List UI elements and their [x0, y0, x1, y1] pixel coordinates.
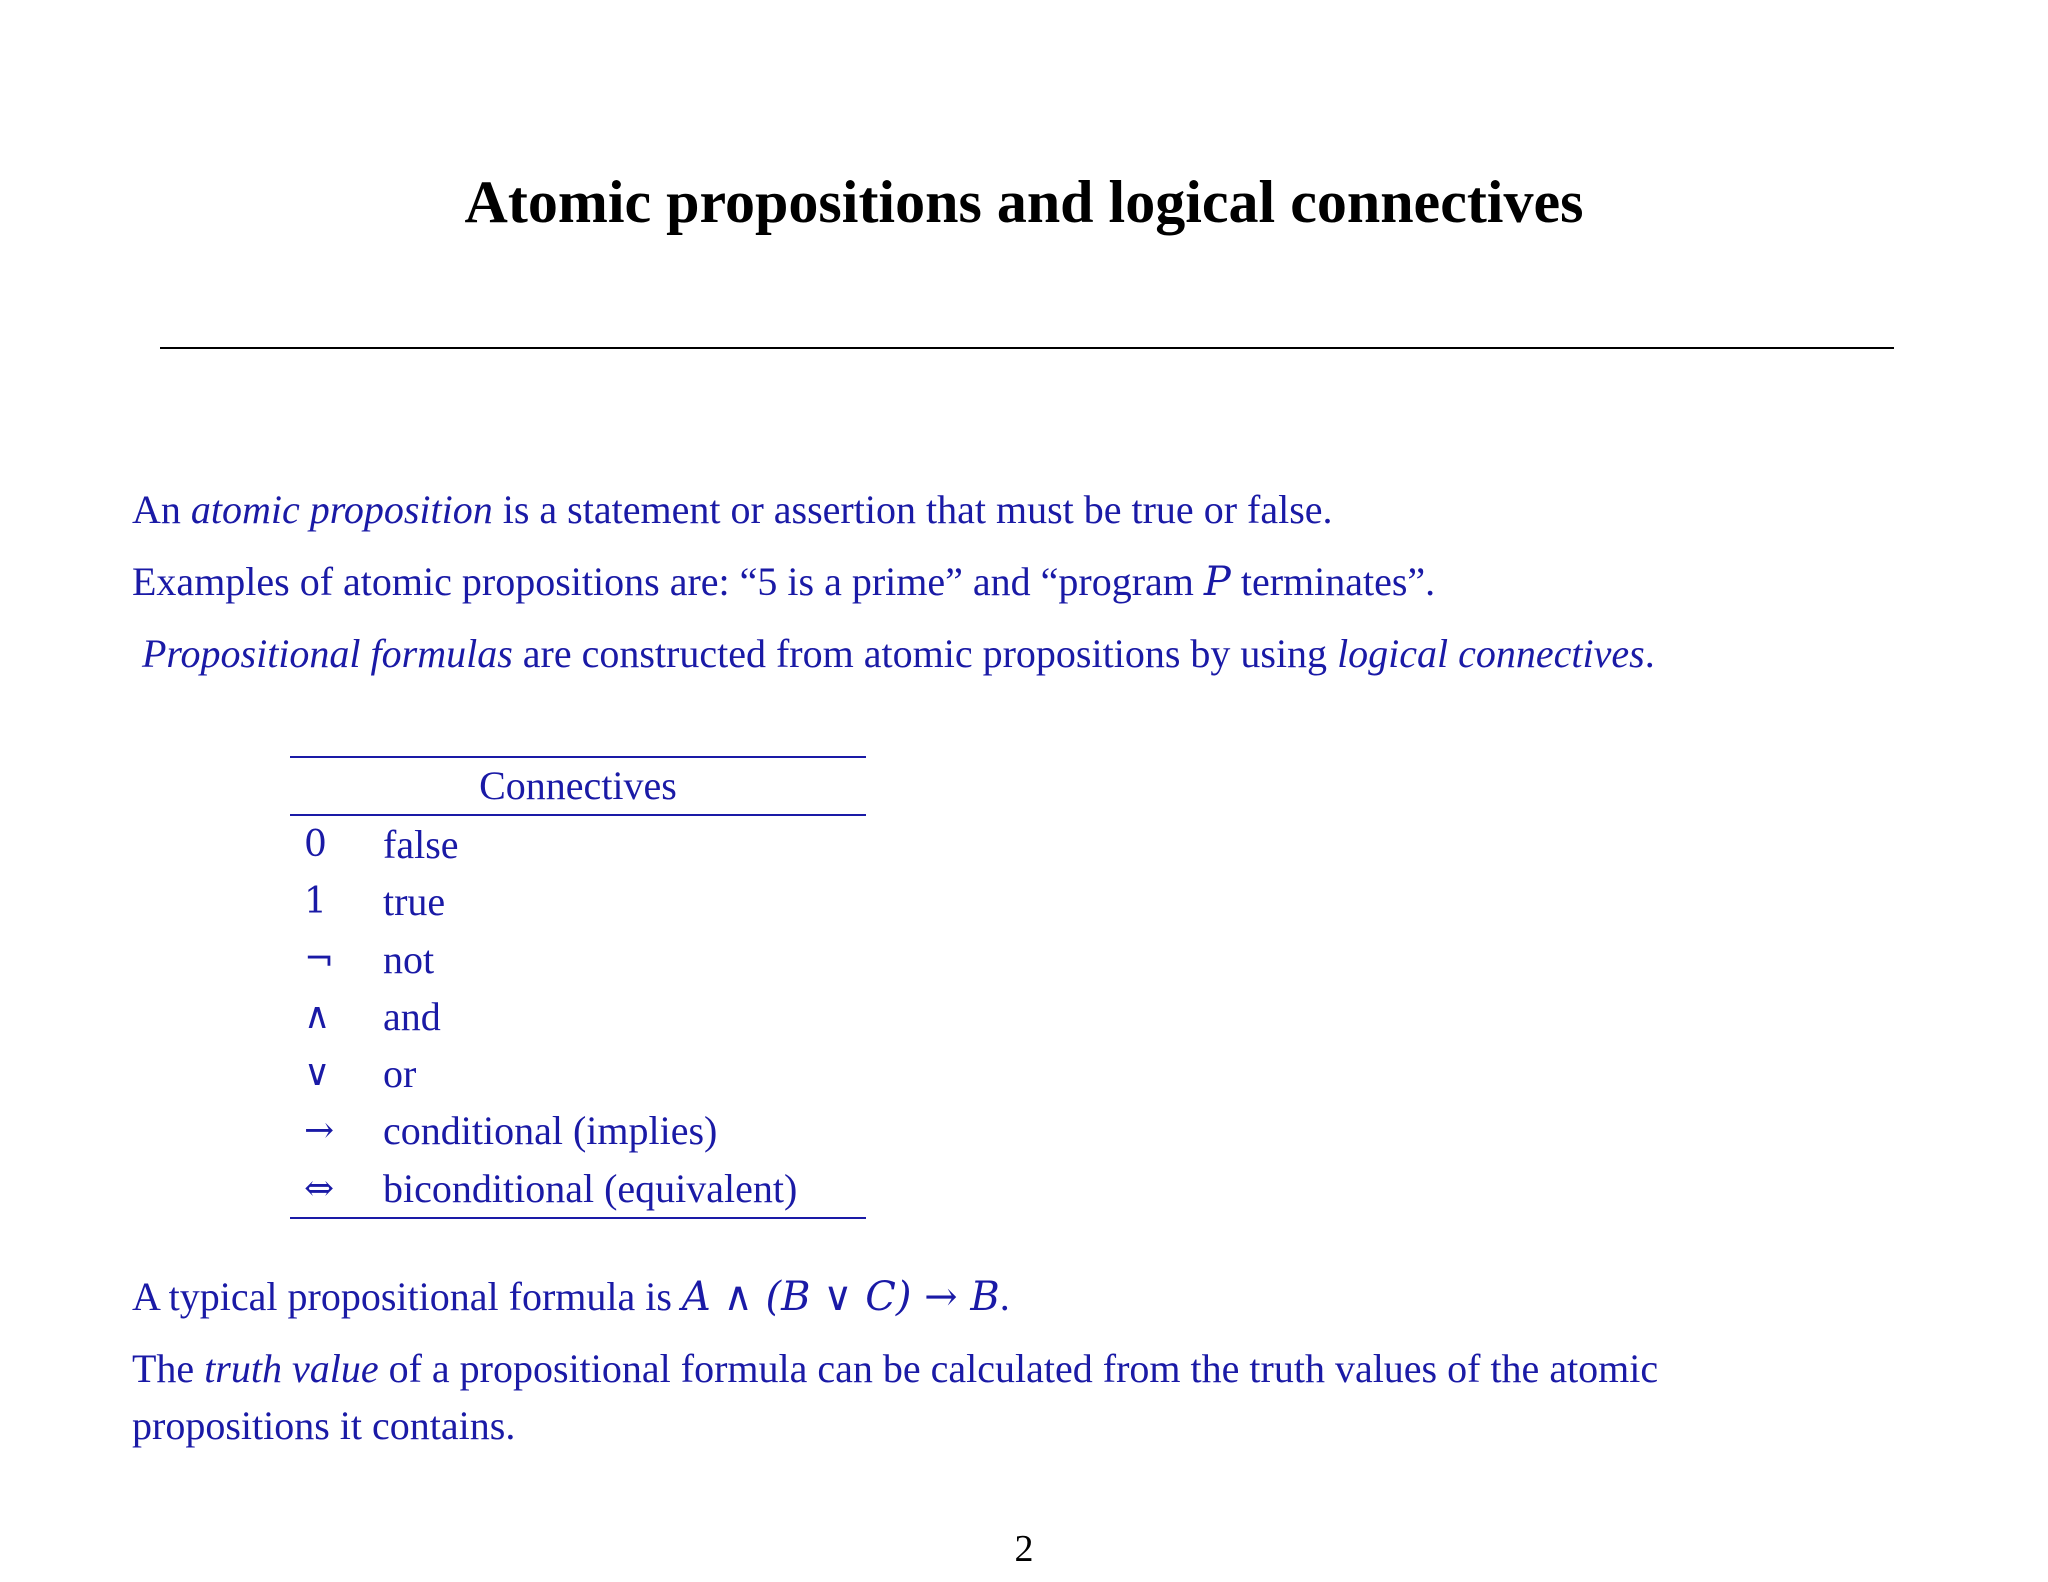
intro-line-2-suffix: terminates”.	[1230, 559, 1436, 604]
truth-value-suffix: of a propositional formula can be calculated from the truth values of the atomic	[378, 1346, 1659, 1391]
intro-line-3	[142, 625, 1655, 683]
term-atomic-proposition: atomic proposition	[190, 487, 493, 532]
table-row	[290, 931, 866, 988]
table-row	[290, 1045, 866, 1102]
intro-line-2	[132, 553, 1435, 611]
connective-symbol: 1	[304, 881, 327, 923]
table-bottom-rule	[290, 1217, 866, 1219]
connective-symbol: ¬	[304, 938, 335, 980]
truth-value-line-1	[132, 1340, 1658, 1398]
connective-symbol: ⇔	[304, 1167, 335, 1209]
page-number: 2	[1014, 1528, 1034, 1570]
formula-line	[132, 1268, 1010, 1326]
connective-label: and	[383, 993, 441, 1039]
variable-p: P	[1203, 559, 1231, 605]
connective-label: biconditional (equivalent)	[383, 1165, 798, 1211]
intro-line-2-prefix: Examples of atomic propositions are: “5 is a prime” and “program	[132, 559, 1204, 604]
table-row	[290, 816, 866, 873]
connective-symbol: ∧	[304, 995, 331, 1037]
table-header: Connectives	[479, 763, 677, 808]
intro-line-3-suffix: .	[1644, 631, 1655, 676]
connective-symbol: 0	[304, 824, 327, 865]
table-row	[290, 988, 866, 1045]
title-divider	[160, 347, 1894, 349]
connective-label: or	[383, 1051, 417, 1097]
connective-label: false	[383, 822, 459, 867]
connective-label: not	[383, 936, 435, 982]
intro-line-1	[132, 481, 1333, 539]
intro-line-1-suffix: is a statement or assertion that must be true or false.	[492, 487, 1333, 532]
term-truth-value: truth value	[204, 1346, 379, 1391]
term-logical-connectives: logical connectives	[1337, 631, 1645, 676]
formula-line-prefix: A typical propositional formula is	[132, 1274, 682, 1319]
table-row	[290, 873, 866, 930]
table-row	[290, 1160, 866, 1217]
intro-line-1-prefix: An	[132, 487, 191, 532]
truth-value-prefix: The	[132, 1346, 205, 1391]
truth-value-line-2: propositions it contains.	[132, 1403, 516, 1448]
connective-label: true	[383, 879, 446, 925]
table-row	[290, 1102, 866, 1159]
formula-line-suffix: .	[999, 1274, 1010, 1319]
connectives-table	[290, 756, 866, 1219]
connective-label: conditional (implies)	[383, 1108, 718, 1154]
example-formula: A ∧ (B ∨ C) → B	[681, 1274, 1000, 1320]
slide-title: Atomic propositions and logical connectives	[464, 169, 1584, 235]
connective-symbol: →	[304, 1110, 335, 1152]
intro-line-3-middle: are constructed from atomic propositions by using	[512, 631, 1338, 676]
connective-symbol: ∨	[304, 1053, 331, 1095]
term-propositional-formulas: Propositional formulas	[142, 631, 513, 676]
